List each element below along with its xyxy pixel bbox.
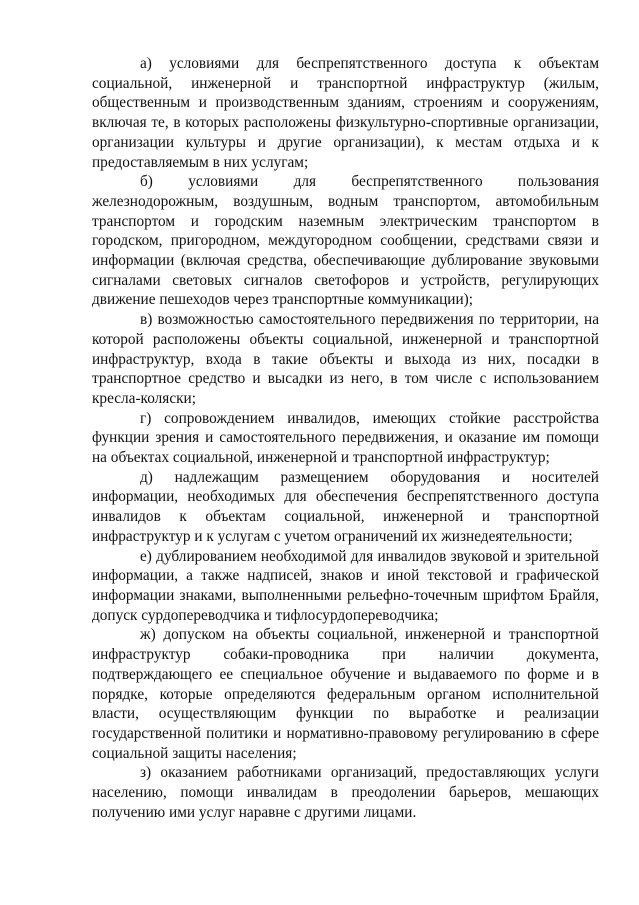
paragraph-v: в) возможностью самостоятельного передвижения по территории, на которой расположены объекты социальной, инженерной и транспортной инфраструктур, входа в такие объекты и выхода из них, посадки в транспортное средство и высадки из него, в том числе с использованием кресла-коляски;: [92, 311, 599, 407]
paragraph-d: д) надлежащим размещением оборудования и носителей информации, необходимых для обеспечения беспрепятственного доступа инвалидов к объектам социальной, инженерной и транспортной инфраструктур и к услугам с учетом ограничений их жизнедеятельности;: [92, 468, 599, 545]
paragraph-b: б) условиями для беспрепятственного пользования железнодорожным, воздушным, водным транспортом, автомобильным транспортом и городским наземным электрическим транспортом в городском, пригородном, междугородном сообщении, средствами связи и информации (включая средства, обеспечивающие дублирование звуковыми сигналами световых сигналов светофоров и устройств, регулирующих движение пешеходов через транспортные коммуникации);: [92, 173, 599, 309]
paragraph-z: з) оказанием работниками организаций, предоставляющих услуги населению, помощи инвалидам в преодолении барьеров, мешающих получению ими услуг наравне с другими лицами.: [92, 764, 599, 821]
paragraph-g: г) сопровождением инвалидов, имеющих стойкие расстройства функции зрения и самостоятельного передвижения, и оказание им помощи на объектах социальной, инженерной и транспортной инфраструктур;: [92, 409, 599, 467]
paragraph-e: е) дублированием необходимой для инвалидов звуковой и зрительной информации, а также надписей, знаков и иной текстовой и графической информации знаками, выполненными рельефно-точечным шрифтом Брайля, допуск сурдопереводчика и тифлосурдопереводчика;: [92, 547, 599, 624]
paragraph-zh: ж) допуском на объекты социальной, инженерной и транспортной инфраструктур собаки-проводника при наличии документа, подтверждающего ее специальное обучение и выдаваемого по форме и в порядке, которые определяются федеральным органом исполнительной власти, осуществляющим функции по выработке и реализации государственной политики и нормативно-правовому регулированию в сфере социальной защиты населения;: [92, 626, 599, 762]
document-body: [92, 54, 599, 822]
paragraph-a: а) условиями для беспрепятственного доступа к объектам социальной, инженерной и транспортной инфраструктур (жилым, общественным и производственным зданиям, строениям и сооружениям, включая те, в которых расположены физкультурно-спортивные организации, организации культуры и другие организации), к местам отдыха и к предоставляемым в них услугам;: [92, 55, 599, 171]
